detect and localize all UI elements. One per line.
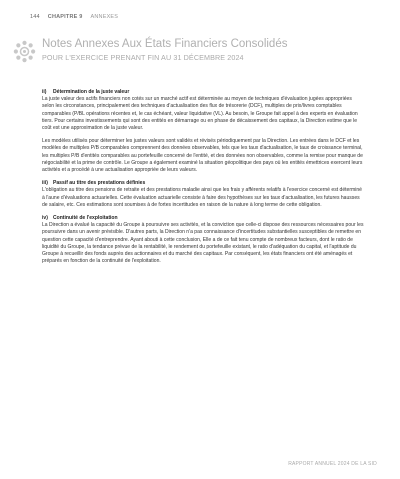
running-footer: RAPPORT ANNUEL 2024 DE LA SID: [288, 461, 377, 467]
section-heading: [42, 215, 364, 222]
page-title: Notes Annexes Aux États Financiers Consolidés: [42, 38, 288, 50]
section-label: ANNEXES: [90, 14, 119, 20]
section-heading: [42, 180, 364, 187]
chapter-label: CHAPITRE 9: [47, 14, 83, 20]
section-defined-benefit: [42, 180, 364, 209]
paragraph: La juste valeur des actifs financiers non cotés sur un marché actif est déterminée au moyen de techniques d'évaluation jugées appropriées selon les circonstances, principalement des techniques d'actualisation des flux de trésorerie (DCF), multiples de prix/livres comptables comparables (P/BL opérations récentes et, le cas échéant, valeur liquidative (VL). Au besoin, le Groupe fait appel à des experts en évaluation tiers. Pour certains investissements qui sont des entités en démarrage ou en phase de décaissement des capitaux, la Direction estime que le coût est une approximation de la juste valeur.: [42, 96, 358, 132]
paragraph: Les modèles utilisés pour déterminer les justes valeurs sont validés et révisés périodiquement par la Direction. Les entrées dans le DCF et les modèles de multiples P/B comparables comprennent des données observables, tels que les taux d'actualisation, le taux de croissance terminal, les multiples P/B d'entités comparables au portefeuille concerné de l'entité, et des données non observables, comme la remise pour manque de négociabilité et la prime de contrôle. Le Groupe a également examiné la situation géopolitique des pays où les entités émettrices exercent leurs activités et a procédé à une actualisation appropriée de leurs valeurs.: [42, 138, 363, 174]
paragraph: L'obligation au titre des pensions de retraite et des prestations maladie ainsi que les frais y afférents relatifs à l'exercice concerné est déterminé à l'aune d'évaluations actuarielles. Cette évaluation actuarielle consiste à faire des hypothèses sur les taux d'actualisation, les futures hausses de salaire, etc. Ces estimations sont soumises à de fortes incertitudes en raison de la nature à long terme de cette obligation.: [42, 187, 362, 208]
section-number: iii): [42, 180, 48, 187]
page-number: 144: [30, 14, 40, 20]
section-heading-text: Passif au titre des prestations définies: [53, 180, 146, 187]
paragraph: La Direction a évalué la capacité du Groupe à poursuivre ses activités, et la conviction que celle-ci dispose des ressources nécessaires pour les poursuivre dans un avenir prévisible. D'autres parts, la Direction n'a pas connaissance d'incertitudes substantielles susceptibles de remettre en question cette capacité d'entreprendre. Ayant abouti à cette conclusion, Elle a de ce fait tenu compte de nombreux facteurs, dont le ratio de liquidité du Groupe, la tendance prévue de la rentabilité, le rendement du portefeuille existant, le ratio d'adéquation du capital, et l'aptitude du Groupe à recueillir des fonds auprès des actionnaires et du marché des capitaux. Par conséquent, les états financiers ont été aménagés et préparés en fonction de la continuité de l'exploitation.: [42, 222, 364, 265]
sid-logo-icon: [13, 40, 36, 63]
section-heading: [42, 89, 364, 96]
running-header: [30, 14, 118, 20]
notes-body: [42, 89, 364, 271]
section-number: ii): [42, 89, 47, 95]
section-going-concern: [42, 215, 364, 265]
section-heading-text: Continuité de l'exploitation: [53, 215, 118, 222]
section-heading-text: Détermination de la juste valeur: [53, 89, 130, 95]
title-block: [42, 38, 287, 62]
section-number: iv): [42, 215, 48, 222]
section-fair-value: [42, 89, 364, 174]
page-subtitle: POUR L'EXERCICE PRENANT FIN AU 31 DÉCEMBRE 2024: [42, 53, 244, 62]
